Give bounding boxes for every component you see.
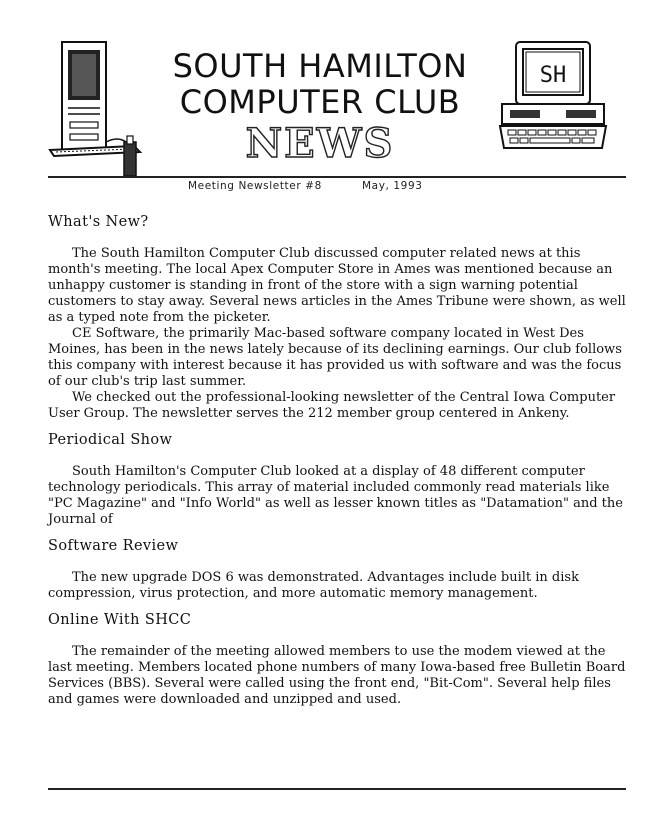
section-heading-whats-new: What's New? [48, 214, 149, 230]
whats-new-paragraph-1: The South Hamilton Computer Club discussed computer related news at this month's meeting. The local Apex Computer Store in Ames was mentioned because an unhappy customer is standing in front of the store with a sign warning potential customers to stay away. Several news articles in the Ames Tribune were shown, as well as a typed note from the picketer. [48, 246, 626, 325]
tower-computer-icon [44, 38, 148, 184]
masthead-divider-top [48, 176, 626, 178]
masthead-news-word: NEWS [245, 120, 395, 167]
issue-date: May, 1993 [362, 180, 423, 192]
periodical-show-paragraph: South Hamilton's Computer Club looked at a display of 48 different computer technology periodicals. This array of material included commonly read materials like "PC Magazine" and "Info World" as well as lesser known titles as "Datamation" and the Journal of [48, 464, 623, 527]
whats-new-paragraph-2: CE Software, the primarily Mac-based software company located in West Des Moines, has been in the news lately because of its declining earnings. Our club follows this company with interest because it has provided us with software and was the focus of our club's trip last summer. [48, 326, 622, 389]
page-divider-bottom [48, 788, 626, 790]
issue-number: Meeting Newsletter #8 [188, 180, 322, 192]
whats-new-paragraph-3: We checked out the professional-looking newsletter of the Central Iowa Computer User Group. The newsletter serves the 212 member group centered in Ankeny. [48, 390, 616, 421]
section-heading-online-with-shcc: Online With SHCC [48, 612, 192, 628]
masthead-title-line2: COMPUTER CLUB [179, 83, 461, 121]
article-body [48, 212, 628, 708]
section-heading-periodical-show: Periodical Show [48, 432, 173, 448]
masthead-title-line1: SOUTH HAMILTON [172, 47, 468, 85]
masthead [0, 0, 650, 180]
section-heading-software-review: Software Review [48, 538, 179, 554]
monitor-text: SH [539, 63, 567, 88]
online-with-shcc-paragraph: The remainder of the meeting allowed members to use the modem viewed at the last meeting. Members located phone numbers of many Iowa-based free Bulletin Board Services (BBS). Several were called using the front end, "Bit-Com". Several help files and games were downloaded and unzipped and used. [48, 644, 626, 707]
desktop-computer-icon [498, 40, 608, 156]
software-review-paragraph: The new upgrade DOS 6 was demonstrated. Advantages include built in disk compression, virus protection, and more automatic memory management. [48, 570, 579, 601]
